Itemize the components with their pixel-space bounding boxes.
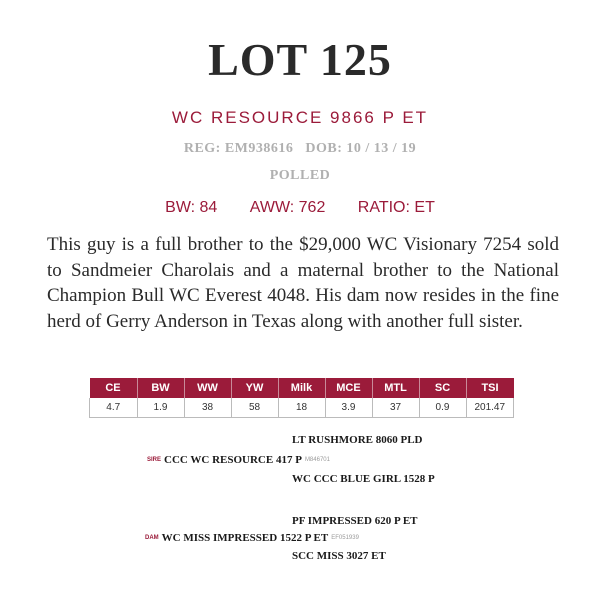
- dam-label: DAM: [145, 535, 159, 542]
- description: This guy is a full brother to the $29,000 WC Visionary 7254 sold to Sandmeier Charolais and a maternal brother to the National Champion Bull WC Everest 4048. His dam now resides in the fine herd of Gerry Anderson in Texas along with another full sister.: [47, 234, 559, 332]
- pedigree-sire-dam: WC CCC BLUE GIRL 1528 P: [292, 473, 435, 485]
- pedigree-dam: [145, 532, 359, 544]
- epd-header-ww: WW: [184, 378, 231, 398]
- pedigree-dam-sire: PF IMPRESSED 620 P ET: [292, 515, 418, 527]
- pedigree-sire: [147, 454, 330, 466]
- epd-header-row: [90, 378, 514, 398]
- epd-value-mtl: 37: [372, 398, 419, 418]
- date-of-birth: DOB: 10 / 13 / 19: [305, 141, 417, 156]
- epd-header-milk: Milk: [278, 378, 325, 398]
- pedigree-sire-sire: LT RUSHMORE 8060 PLD: [292, 434, 423, 446]
- epd-value-milk: 18: [278, 398, 325, 418]
- sire-name: CCC WC RESOURCE 417 P: [164, 454, 302, 466]
- dam-name: WC MISS IMPRESSED 1522 P ET: [161, 532, 329, 544]
- sire-registration: M846701: [304, 457, 330, 464]
- epd-value-yw: 58: [231, 398, 278, 418]
- epd-header-mce: MCE: [325, 378, 372, 398]
- stats-line: [0, 199, 600, 217]
- birth-weight: BW: 84: [165, 199, 218, 216]
- dam-registration: EF051939: [331, 535, 359, 542]
- registration-line: [0, 141, 600, 157]
- epd-value-ww: 38: [184, 398, 231, 418]
- epd-value-row: [90, 398, 514, 418]
- sire-label: SIRE: [147, 457, 162, 464]
- epd-header-ce: CE: [90, 378, 138, 398]
- epd-header-bw: BW: [137, 378, 184, 398]
- epd-header-tsi: TSI: [466, 378, 514, 398]
- registration-number: REG: EM938616: [183, 141, 294, 156]
- epd-table: [89, 378, 514, 418]
- epd-value-tsi: 201.47: [466, 398, 514, 418]
- epd-value-bw: 1.9: [137, 398, 184, 418]
- adjusted-weaning-weight: AWW: 762: [249, 199, 326, 216]
- lot-title: LOT 125: [208, 34, 392, 85]
- epd-header-sc: SC: [419, 378, 466, 398]
- epd-value-mce: 3.9: [325, 398, 372, 418]
- pedigree-dam-dam: SCC MISS 3027 ET: [292, 550, 386, 562]
- polled-status: POLLED: [269, 168, 331, 183]
- epd-value-ce: 4.7: [90, 398, 138, 418]
- epd-value-sc: 0.9: [419, 398, 466, 418]
- epd-header-mtl: MTL: [372, 378, 419, 398]
- epd-header-yw: YW: [231, 378, 278, 398]
- ratio: RATIO: ET: [357, 199, 435, 216]
- animal-name: WC RESOURCE 9866 P ET: [171, 108, 429, 127]
